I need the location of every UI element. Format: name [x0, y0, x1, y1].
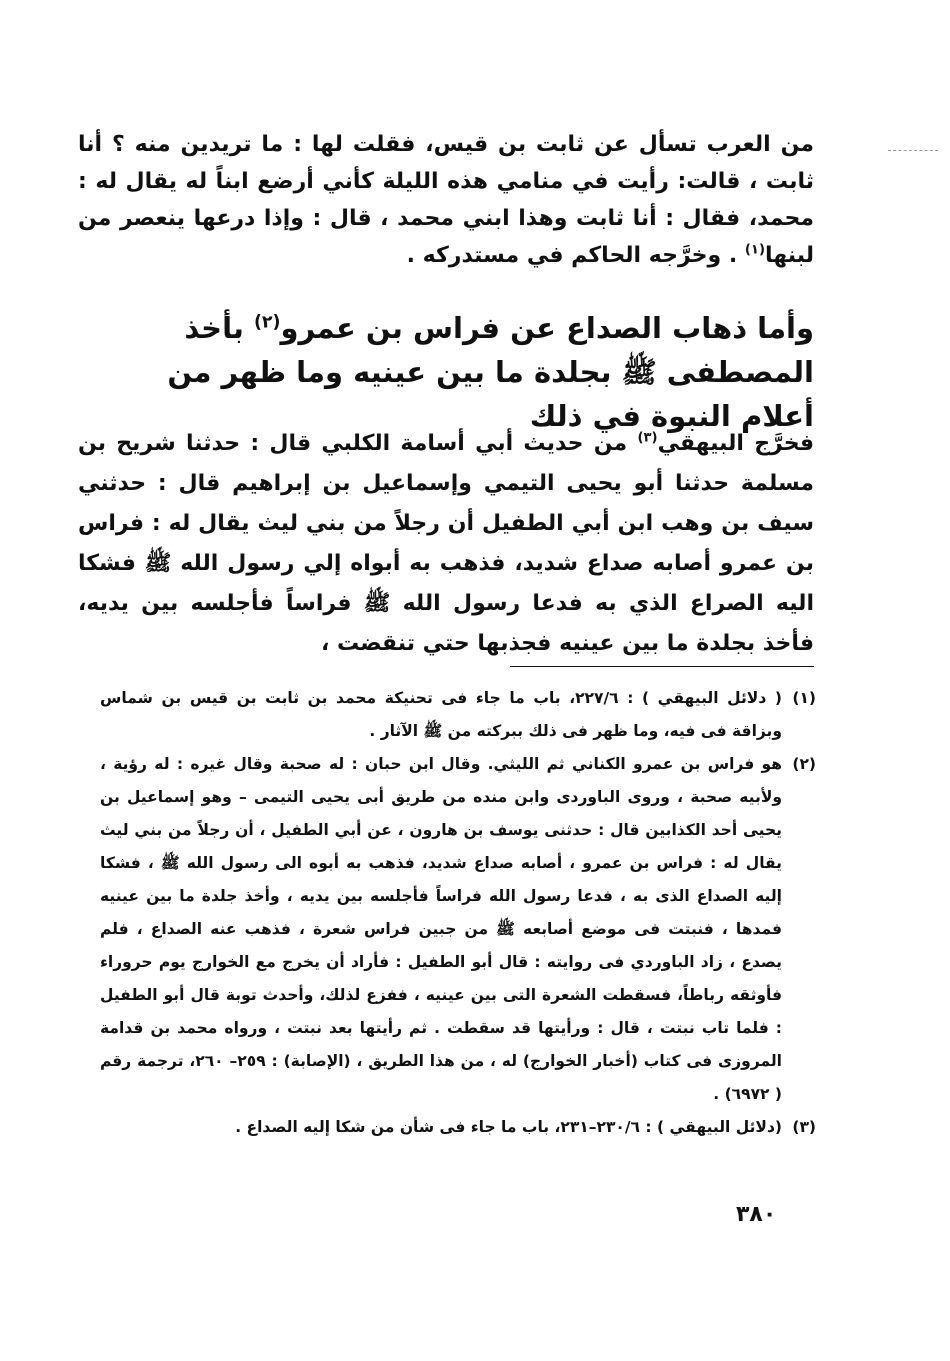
footnote-3	[100, 1111, 816, 1144]
footnote-1	[100, 682, 816, 748]
margin-mark	[888, 150, 938, 151]
paragraph-1-tail: . وخرَّجه الحاكم في مستدركه .	[406, 243, 745, 268]
paragraph-2-text: من حديث أبي أسامة الكلبي قال : حدثنا شريح بن مسلمة حدثنا أبو يحيى التيمي وإسماعيل بن إبراهيم قال : حدثني سيف بن وهب ابن أبي الطفيل أن رجلاً من بني ليث يقال له : فراس بن عمرو أصابه صداع شديد، فذهب به أبواه إلي رسول الله ﷺ فشكا اليه الصراع الذي به فدعا رسول الله ﷺ فراساً فأجلسه بين يديه، فأخذ بجلدة ما بين عينيه فجذبها حتي تنقضت ،	[78, 431, 814, 656]
heading-part-1: وأما ذهاب الصداع عن فراس بن عمرو	[280, 311, 814, 345]
paragraph-2	[78, 424, 814, 664]
footnote-ref-3: (٣)	[637, 430, 658, 446]
footnote-2	[100, 748, 816, 1111]
footnote-text: هو فراس بن عمرو الكناني ثم الليثي. وقال ابن حبان : له صحبة وقال غيره : له رؤية ، ولأبيه صحبة ، وروى الباوردى وابن منده من طريق أبى يحيى التيمى – وهو إسماعيل بن يحيى أحد الكذابين قال : حدثنى يوسف بن هارون ، عن أبي الطفيل ، أن رجلاً من بني ليث يقال له : فراس بن عمرو ، أصابه صداع شديد، فذهب به أبوه الى رسول الله ﷺ ، فشكا إليه الصداع الذى به ، فدعا رسول الله فراساً فأجلسه بين يديه ، وأخذ جلدة ما بين عينيه فمدها ، فنبتت فى موضع أصابعه ﷺ من جبين فراس شعرة ، فذهب عنه الصداع ، فلم يصدع ، زاد الباوردي فى روايته : قال أبو الطفيل : فأراد أن يخرج مع الخوارج يوم حروراء فأوثقه رباطاً، فسقطت الشعرة التى بين عينيه ، ففزع لذلك، وأحدث توبة قال أبو الطفيل : فلما تاب نبتت ، قال : ورأيتها قد سقطت . ثم رأيتها بعد نبتت ، ورواه محمد بن قدامة المروزى فى كتاب (أخبار الخوارج) له ، من هذا الطريق ، (الإصابة) : ٢٥٩– ٢٦٠، ترجمة رقم ( ٦٩٧٢) .	[100, 755, 782, 1103]
paragraph-2-start: فخرَّج البيهقي	[657, 431, 814, 456]
heading-part-2: بأخذ المصطفى ﷺ بجلدة ما بين عينيه وما ظهر من أعلام النبوة في ذلك	[167, 311, 814, 433]
footnote-divider	[510, 666, 814, 667]
footnote-text: (دلائل البيهقي ) : ٢٣٠/٦–٢٣١، باب ما جاء فى شأن من شكا إليه الصداع .	[235, 1118, 782, 1136]
footnote-ref-1: (١)	[744, 242, 765, 258]
paragraph-1	[78, 126, 814, 274]
footnotes	[100, 682, 816, 1144]
footnote-ref-2: (٢)	[253, 312, 281, 333]
footnote-number: (١)	[792, 689, 816, 707]
footnote-number: (٢)	[792, 755, 816, 773]
section-heading	[120, 306, 814, 438]
footnote-number: (٣)	[792, 1118, 816, 1136]
page-number: ٣٨٠	[736, 1202, 777, 1227]
footnote-text: ( دلائل البيهقي ) : ٢٢٧/٦، باب ما جاء فى تحنيكة محمد بن ثابت بن قيس بن شماس وبزاقة فى فيه، وما ظهر فى ذلك ببركته من ﷺ الآثار .	[100, 689, 782, 740]
paragraph-1-text: من العرب تسأل عن ثابت بن قيس، فقلت لها : ما تريدين منه ؟ أنا ثابت ، قالت: رأيت في منامي هذه الليلة كأني أرضع ابناً له يقال له : محمد، فقال : أنا ثابت وهذا ابني محمد ، قال : وإذا درعها ينعصر من لبنها	[78, 132, 814, 268]
